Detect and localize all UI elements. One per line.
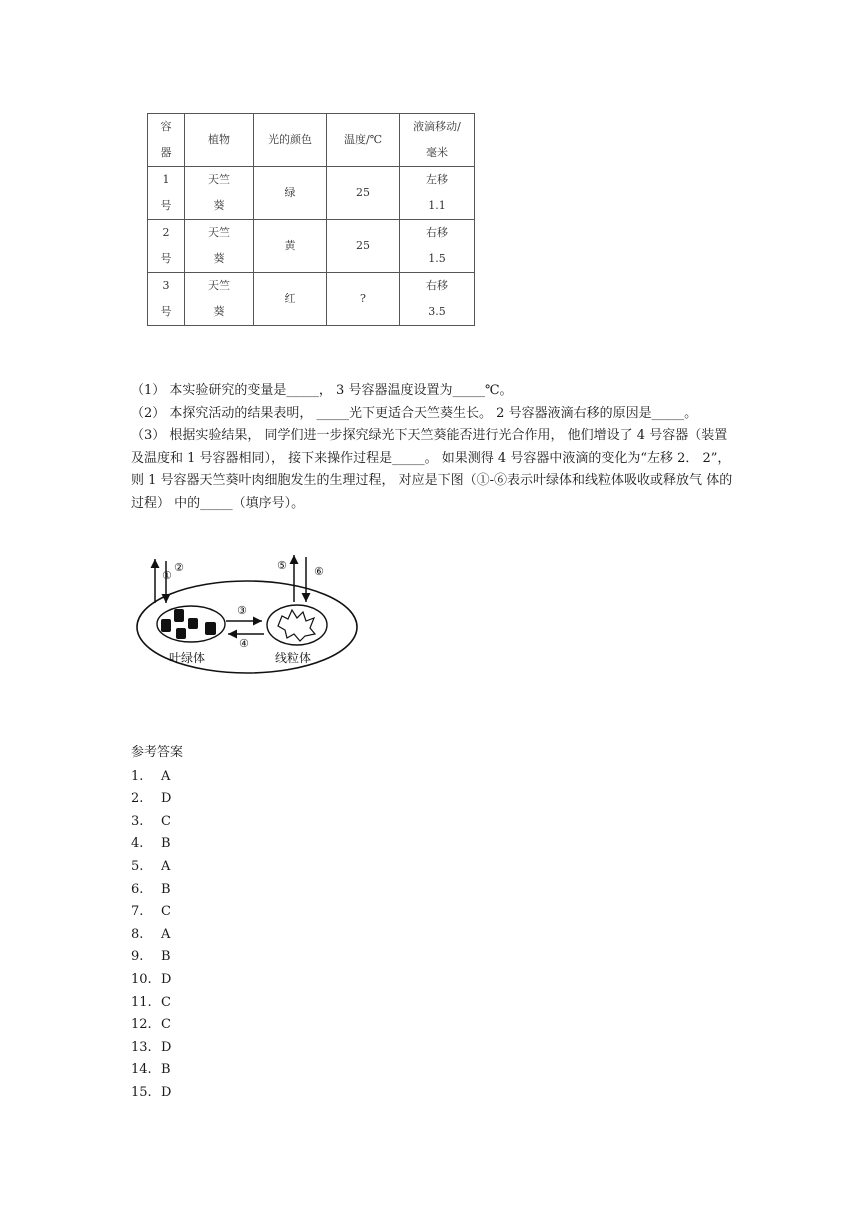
table-row: [148, 220, 475, 273]
question-3: （3） 根据实验结果， 同学们进一步探究绿光下天竺葵能否进行光合作用， 他们增设了 4 号容器（装置及温度和 1 号容器相同）， 接下来操作过程是_____。 如果测得 4 号容器中液滴的变化为“左移 2． 2”， 则 1 号容器天竺葵叶肉细胞发生的生理过程， 对应是下图（①-⑥表示叶绿体和线粒体吸收或释放气 体的过程） 中的_____（填序号）。: [131, 428, 733, 511]
label-6: ⑥: [314, 565, 324, 578]
list-item: 14. B: [131, 1062, 171, 1078]
list-item: 3. C: [131, 813, 171, 829]
mitochondria-label: 线粒体: [275, 651, 312, 665]
cell-temp: 25: [327, 167, 400, 220]
list-item: 4. B: [131, 836, 171, 852]
cell-container: 2 号: [148, 220, 185, 273]
table-row: [148, 273, 475, 326]
cristae-icon: [278, 610, 315, 641]
question-2: （2） 本探究活动的结果表明， _____光下更适合天竺葵生长。 2 号容器液滴右移的原因是_____。: [131, 405, 698, 421]
cell-color: 黄: [254, 220, 327, 273]
mitochondria-shape: [267, 605, 327, 645]
header-light-color: 光的颜色: [254, 114, 327, 167]
list-item: 13. D: [131, 1039, 172, 1055]
cell-temp: 25: [327, 220, 400, 273]
label-2: ②: [174, 561, 184, 574]
cell-plant: 天竺 葵: [185, 220, 254, 273]
cell-color: 红: [254, 273, 327, 326]
question-1: （1） 本实验研究的变量是_____， 3 号容器温度设置为_____℃。: [131, 383, 513, 398]
list-item: 12. C: [131, 1017, 171, 1033]
header-droplet-move: 液滴移动/ 毫米: [400, 114, 475, 167]
question-block: [131, 380, 736, 515]
chloroplast-label: 叶绿体: [169, 651, 206, 665]
cell-plant: 天竺 葵: [185, 167, 254, 220]
table-header-row: [148, 114, 475, 167]
cell-move: 右移 1.5: [400, 220, 475, 273]
answer-key: [131, 742, 183, 1105]
cell-move: 右移 3.5: [400, 273, 475, 326]
list-item: 9. B: [131, 949, 171, 965]
list-item: 8. A: [131, 926, 171, 942]
label-3: ③: [237, 604, 247, 617]
header-plant: 植物: [185, 114, 254, 167]
cell-diagram: [132, 548, 364, 678]
cell-container: 1 号: [148, 167, 185, 220]
list-item: 2. D: [131, 791, 172, 807]
label-4: ④: [239, 637, 249, 650]
list-item: 5. A: [131, 858, 171, 874]
list-item: 15. D: [131, 1084, 172, 1100]
cell-container: 3 号: [148, 273, 185, 326]
answer-key-title: 参考答案: [131, 745, 184, 760]
table-row: [148, 167, 475, 220]
grana-icon: [161, 609, 216, 639]
cell-move: 左移 1.1: [400, 167, 475, 220]
label-1: ①: [162, 569, 172, 582]
list-item: 10. D: [131, 971, 172, 987]
header-temperature: 温度/℃: [327, 114, 400, 167]
header-container: 容 器: [148, 114, 185, 167]
list-item: 6. B: [131, 881, 171, 897]
list-item: 7. C: [131, 904, 171, 920]
label-5: ⑤: [277, 559, 287, 572]
cell-plant: 天竺 葵: [185, 273, 254, 326]
cell-temp: ?: [327, 273, 400, 326]
experiment-table: [147, 113, 475, 326]
list-item: 1. A: [131, 768, 171, 784]
cell-color: 绿: [254, 167, 327, 220]
list-item: 11. C: [131, 994, 171, 1010]
